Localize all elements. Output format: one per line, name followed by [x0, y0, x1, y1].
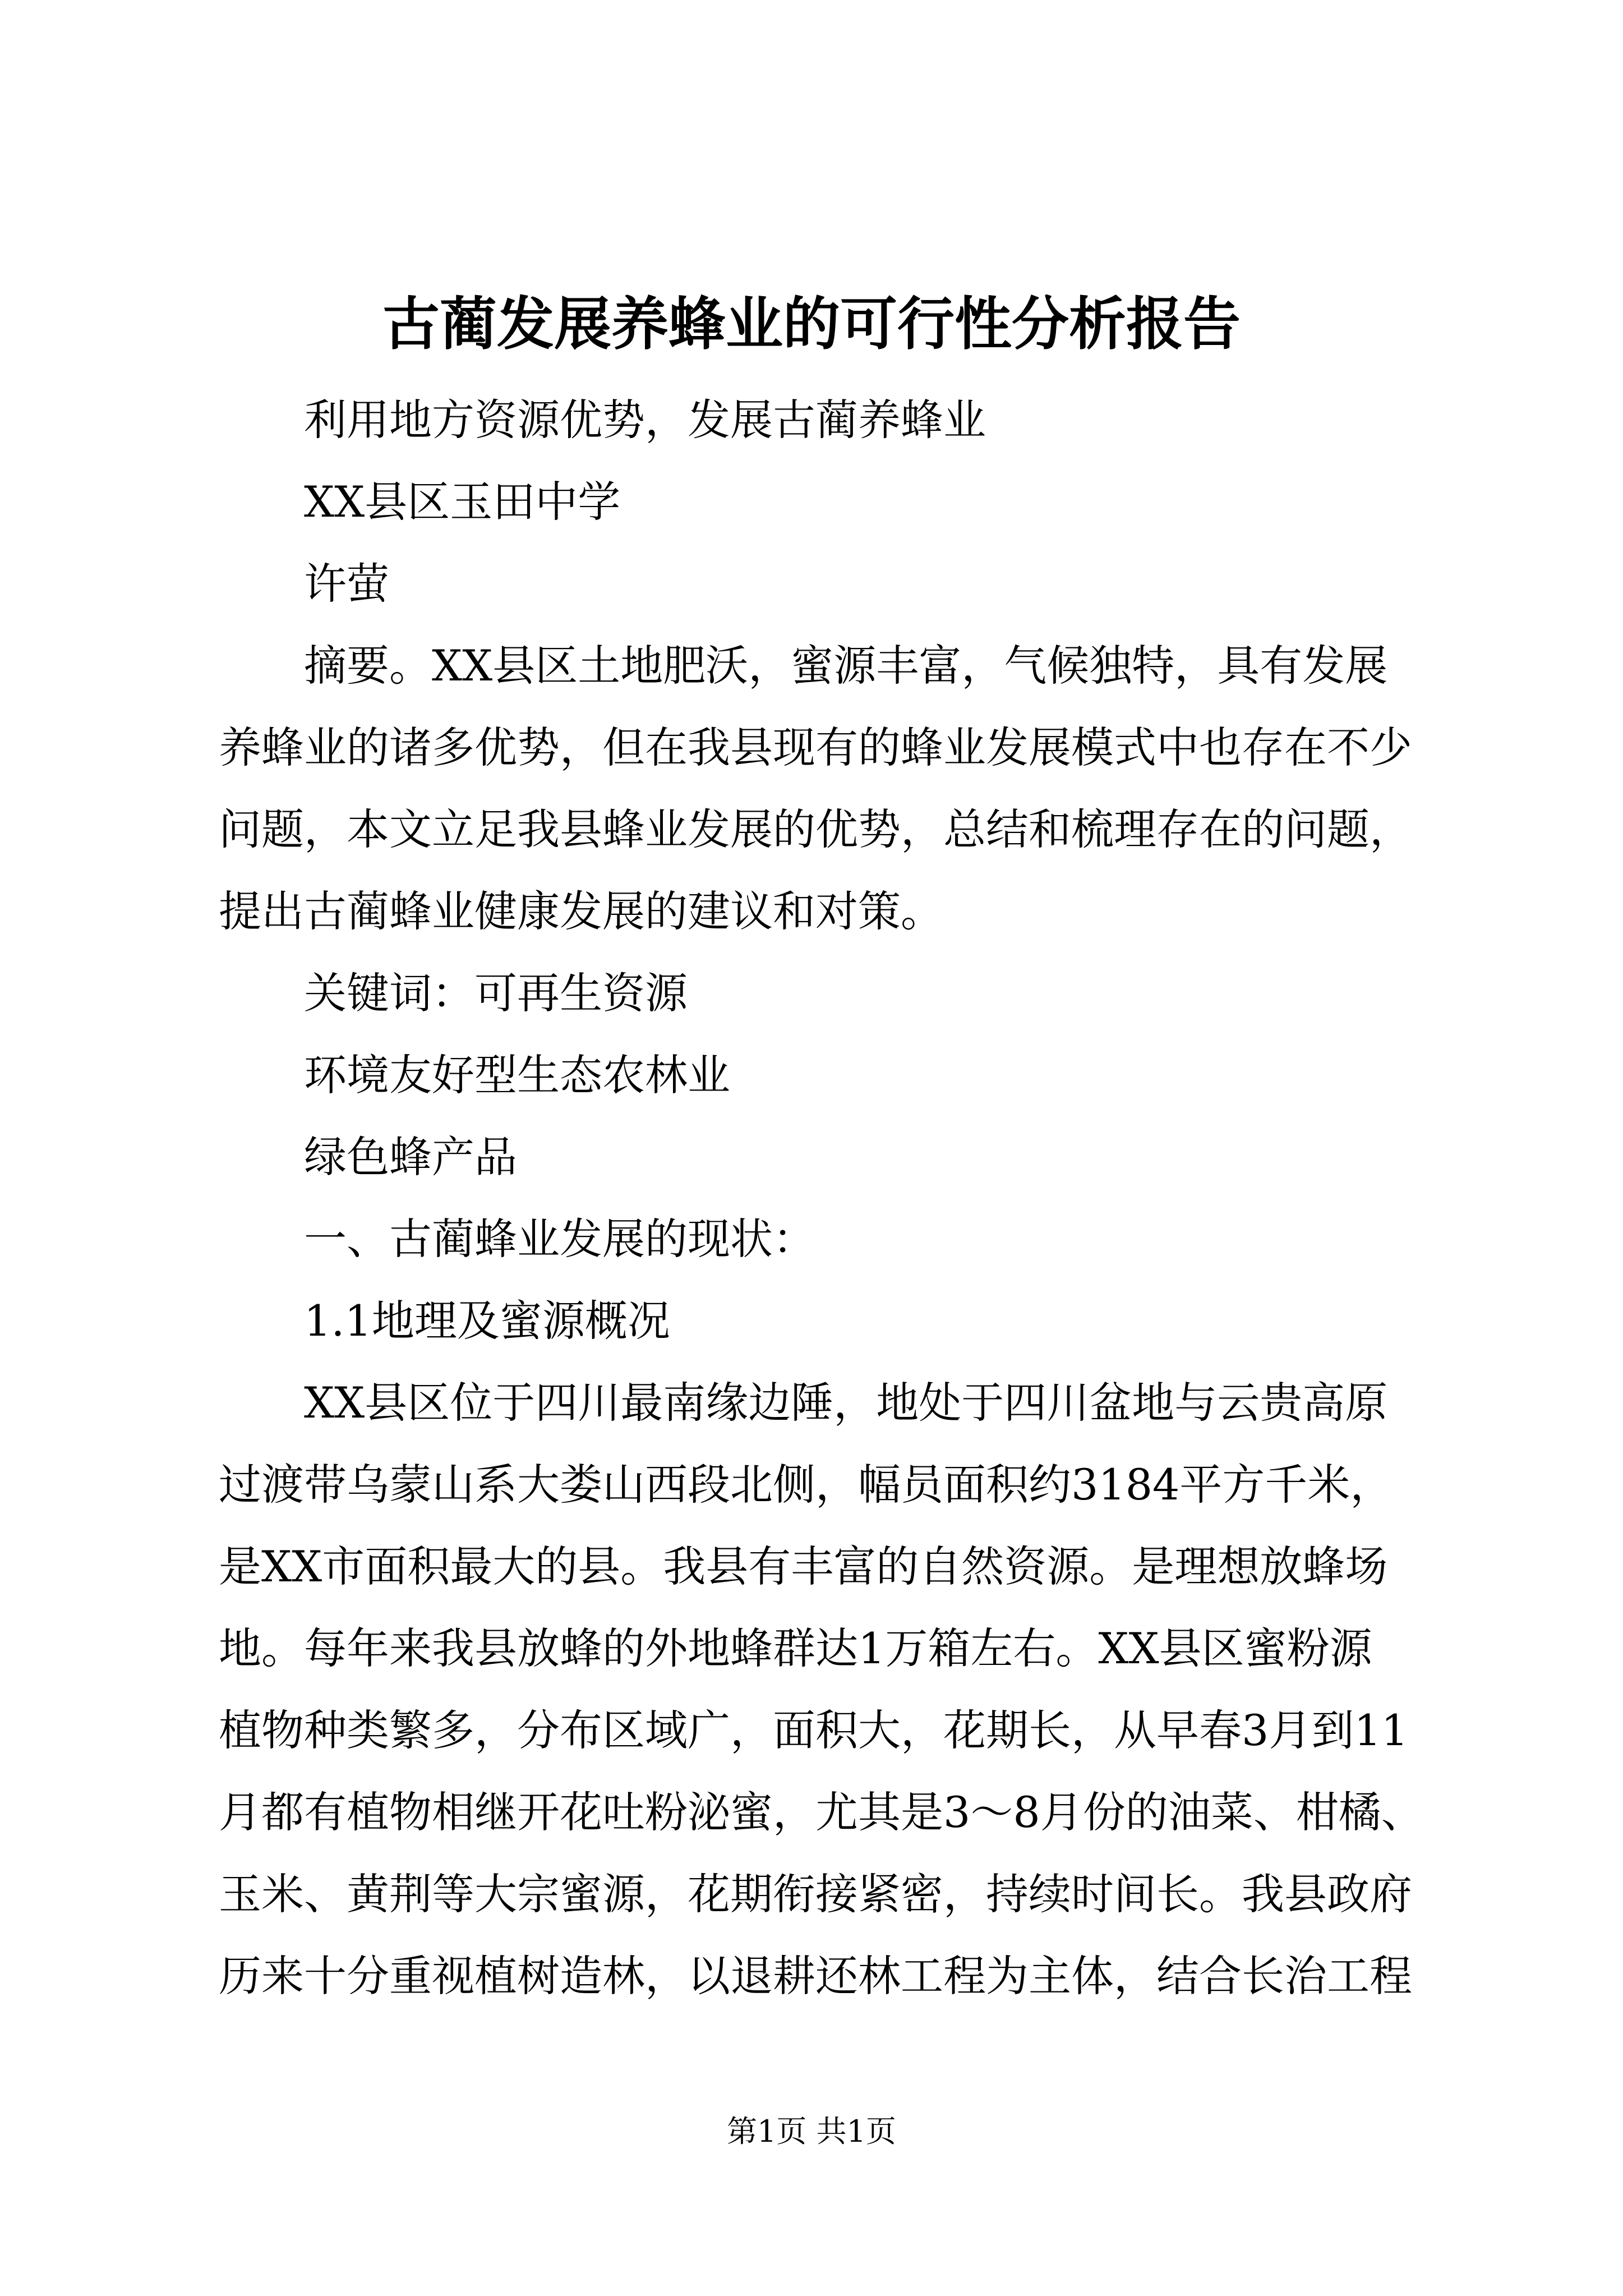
- paragraph-geography: [219, 1362, 1475, 2017]
- text-line: 问题，本文立足我县蜂业发展的优势，总结和梳理存在的问题，: [219, 804, 1412, 854]
- text-line: 许萤: [304, 559, 389, 609]
- text-line: 是XX市面积最大的县。我县有丰富的自然资源。是理想放蜂场: [219, 1542, 1388, 1591]
- text-line: 关键词：可再生资源: [304, 968, 688, 1018]
- section-heading-1: [219, 1198, 1475, 1280]
- page-number-footer: 第1页 共1页: [727, 2114, 896, 2149]
- text-line: 利用地方资源优势，发展古蔺养蜂业: [304, 395, 986, 445]
- text-line: 养蜂业的诸多优势，但在我县现有的蜂业发展模式中也存在不少: [219, 723, 1412, 772]
- paragraph-subtitle: [219, 379, 1475, 461]
- text-line: 玉米、黄荆等大宗蜜源，花期衔接紧密，持续时间长。我县政府: [219, 1869, 1412, 1919]
- text-line: 月都有植物相继开花吐粉泌蜜，尤其是3～8月份的油菜、柑橘、: [219, 1787, 1424, 1837]
- paragraph-keyword-2: [219, 1034, 1475, 1116]
- document-title: 古蔺发展养蜂业的可行性分析报告: [382, 291, 1241, 358]
- text-line: 1.1地理及蜜源概况: [304, 1296, 670, 1346]
- paragraph-keyword-3: [219, 1116, 1475, 1198]
- text-line: 一、古蔺蜂业发展的现状：: [304, 1214, 815, 1264]
- text-line: 摘要。XX县区土地肥沃，蜜源丰富，气候独特，具有发展: [304, 641, 1388, 691]
- text-line: 地。每年来我县放蜂的外地蜂群达1万箱左右。XX县区蜜粉源: [219, 1623, 1372, 1673]
- text-line: 绿色蜂产品: [304, 1132, 517, 1182]
- text-line: XX县区位于四川最南缘边陲，地处于四川盆地与云贵高原: [304, 1378, 1388, 1428]
- text-line: 历来十分重视植树造林，以退耕还林工程为主体，结合长治工程: [219, 1951, 1412, 2001]
- text-line: XX县区玉田中学: [304, 477, 621, 527]
- text-line: 环境友好型生态农林业: [304, 1050, 730, 1100]
- paragraph-author: [219, 543, 1475, 625]
- paragraph-keywords: [219, 953, 1475, 1034]
- subsection-heading-1-1: [219, 1280, 1475, 1362]
- text-line: 植物种类繁多，分布区域广，面积大，花期长，从早春3月到11: [219, 1705, 1409, 1755]
- paragraph-school: [219, 461, 1475, 543]
- paragraph-abstract: [219, 625, 1475, 953]
- document-body: [219, 379, 1475, 2017]
- text-line: 过渡带乌蒙山系大娄山西段北侧，幅员面积约3184平方千米，: [219, 1460, 1393, 1510]
- text-line: 提出古蔺蜂业健康发展的建议和对策。: [219, 886, 943, 936]
